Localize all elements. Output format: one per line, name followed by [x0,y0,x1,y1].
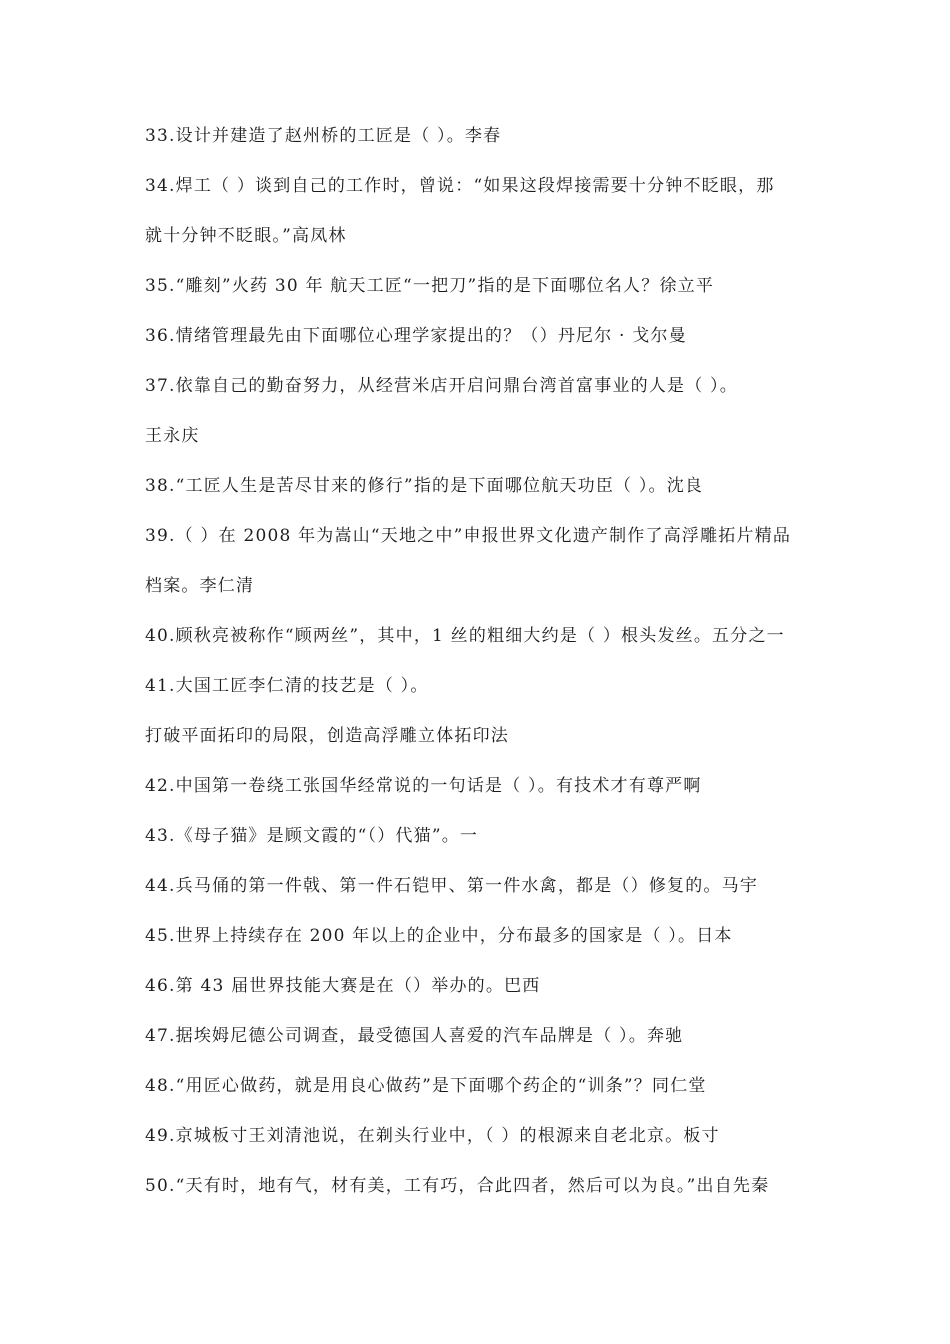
text-line-45: 45.世界上持续存在 200 年以上的企业中，分布最多的国家是（ ）。日本 [145,926,733,946]
text-line-44: 44.兵马俑的第一件戟、第一件石铠甲、第一件水禽，都是（）修复的。马宇 [145,876,759,896]
text-line-46: 46.第 43 届世界技能大赛是在（）举办的。巴西 [145,976,541,996]
text-line-39-cont: 档案。李仁清 [145,576,255,596]
text-line-50: 50.“天有时，地有气，材有美，工有巧，合此四者，然后可以为良。”出自先秦 [145,1176,770,1196]
text-line-47: 47.据埃姆尼德公司调查，最受德国人喜爱的汽车品牌是（ ）。奔驰 [145,1026,684,1046]
text-line-41-answer: 打破平面拓印的局限，创造高浮雕立体拓印法 [145,726,509,746]
text-line-43: 43.《母子猫》是顾文霞的“（）代猫”。一 [145,826,479,846]
question-list [145,118,815,1218]
text-line-48: 48.“用匠心做药，就是用良心做药”是下面哪个药企的“训条”？同仁堂 [145,1076,707,1096]
text-line-34: 34.焊工（ ）谈到自己的工作时，曾说：“如果这段焊接需要十分钟不眨眼，那 [145,176,775,196]
text-line-42: 42.中国第一卷绕工张国华经常说的一句话是（ ）。有技术才有尊严啊 [145,776,702,796]
text-line-37: 37.依靠自己的勤奋努力，从经营米店开启问鼎台湾首富事业的人是（ ）。 [145,376,738,396]
text-line-38: 38.“工匠人生是苦尽甘来的修行”指的是下面哪位航天功臣（ ）。沈良 [145,476,704,496]
text-line-41: 41.大国工匠李仁清的技艺是（ ）。 [145,676,429,696]
text-line-39: 39.（ ）在 2008 年为嵩山“天地之中”申报世界文化遗产制作了高浮雕拓片精品 [145,526,792,546]
text-line-40: 40.顾秋亮被称作“顾两丝”，其中，1 丝的粗细大约是（ ）根头发丝。五分之一 [145,626,785,646]
text-line-34-cont: 就十分钟不眨眼。”高凤林 [145,226,347,246]
text-line-49: 49.京城板寸王刘清池说，在剃头行业中，（ ）的根源来自老北京。板寸 [145,1126,720,1146]
text-line-37-answer: 王永庆 [145,426,200,446]
text-line-36: 36.情绪管理最先由下面哪位心理学家提出的？（）丹尼尔 · 戈尔曼 [145,326,687,346]
text-line-35: 35.“雕刻”火药 30 年 航天工匠“一把刀”指的是下面哪位名人？徐立平 [145,276,715,296]
text-line-33: 33.设计并建造了赵州桥的工匠是（ ）。李春 [145,126,502,146]
